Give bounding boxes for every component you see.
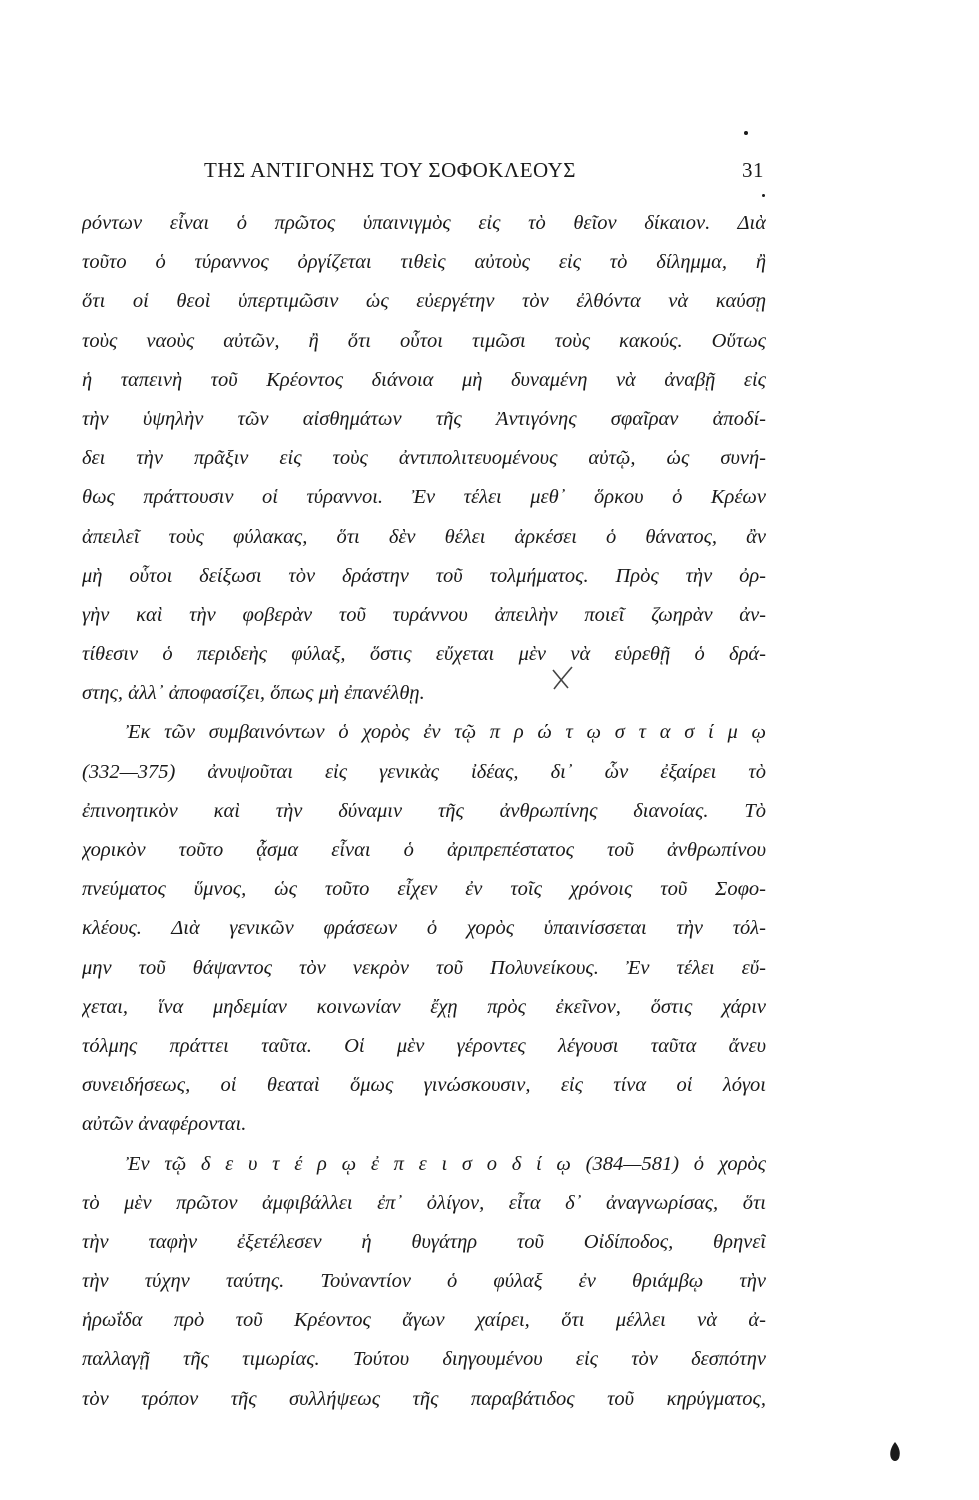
text-line: χορικὸν τοῦτο ᾆσμα εἶναι ὁ ἀριπρεπέστατος τοῦ ἀνθρωπίνου bbox=[82, 839, 766, 861]
text-line-paragraph-start: Ἐκ τῶν συμβαινόντων ὁ χορὸς ἐν τῷ π ρ ώ τ ῳ σ τ α σ ί μ ῳ bbox=[126, 721, 766, 744]
text-line: τὸ μὲν πρῶτον ἀμφιβάλλει ἐπ᾽ ὀλίγον, εἶτα δ᾽ ἀναγνωρίσας, ὅτι bbox=[82, 1191, 766, 1214]
text-line: αὐτῶν ἀναφέρονται. bbox=[82, 1113, 247, 1136]
body-text bbox=[82, 204, 766, 1419]
ink-blot-icon bbox=[888, 1441, 902, 1463]
text-line: τὴν ταφὴν ἐξετέλεσεν ἡ θυγάτηρ τοῦ Οἰδίποδος, θρηνεῖ bbox=[82, 1230, 766, 1253]
text-line-paragraph-start: Ἐν τῷ δ ε υ τ έ ρ ῳ ἐ π ε ι σ ο δ ί ῳ (384—581) ὁ χορὸς bbox=[126, 1152, 766, 1175]
ink-speck bbox=[744, 131, 748, 135]
text-line: χεται, ἵνα μηδεμίαν κοινωνίαν ἔχῃ πρὸς ἐκεῖνον, ὅστις χάριν bbox=[82, 995, 766, 1018]
text-line: συνειδήσεως, οἱ θεαταὶ ὅμως γινώσκουσιν, εἰς τίνα οἱ λόγοι bbox=[82, 1074, 766, 1097]
ink-speck bbox=[762, 194, 765, 197]
text-line: ὅτι οἱ θεοὶ ὑπερτιμῶσιν ὡς εὐεργέτην τὸν ἐλθόντα νὰ καύσῃ bbox=[82, 290, 766, 313]
text-line: παλλαγῇ τῆς τιμωρίας. Τούτου διηγουμένου εἰς τὸν δεσπότην bbox=[82, 1348, 766, 1371]
text-line: τόλμης πράττει ταῦτα. Οἱ μὲν γέροντες λέγουσι ταῦτα ἄνευ bbox=[82, 1034, 766, 1057]
text-line: ἡ ταπεινὴ τοῦ Κρέοντος διάνοια μὴ δυναμένη νὰ ἀναβῇ εἰς bbox=[82, 368, 766, 391]
text-line: θως πράττουσιν οἱ τύραννοι. Ἐν τέλει μεθ᾽ ὅρκου ὁ Κρέων bbox=[82, 486, 766, 509]
text-line: δει τὴν πρᾶξιν εἰς τοὺς ἀντιπολιτευομένους αὐτῷ, ὡς συνή- bbox=[82, 447, 766, 470]
text-line: ἀπειλεῖ τοὺς φύλακας, ὅτι δὲν θέλει ἀρκέσει ὁ θάνατος, ἂν bbox=[82, 525, 766, 548]
page-number: 31 bbox=[742, 158, 764, 182]
text-line: ρόντων εἶναι ὁ πρῶτος ὑπαινιγμὸς εἰς τὸ θεῖον δίκαιον. Διὰ bbox=[82, 212, 766, 234]
text-line: μην τοῦ θάψαντος τὸν νεκρὸν τοῦ Πολυνείκους. Ἐν τέλει εὔ- bbox=[82, 956, 766, 979]
handwritten-cross-mark-icon bbox=[548, 664, 576, 692]
text-line: στης, ἀλλ᾽ ἀποφασίζει, ὅπως μὴ ἐπανέλθῃ. bbox=[82, 682, 425, 705]
running-header bbox=[204, 158, 764, 192]
text-line: τὴν ὑψηλὴν τῶν αἰσθημάτων τῆς Ἀντιγόνης σφαῖραν ἀποδί- bbox=[82, 407, 766, 430]
text-line: τὴν τύχην ταύτης. Τοὐναντίον ὁ φύλαξ ἐν θριάμβῳ τὴν bbox=[82, 1270, 766, 1293]
text-line: πνεύματος ὕμνος, ὡς τοῦτο εἶχεν ἐν τοῖς χρόνοις τοῦ Σοφο- bbox=[82, 878, 766, 901]
text-line: τοῦτο ὁ τύραννος ὀργίζεται τιθεὶς αὐτοὺς εἰς τὸ δίλημμα, ἢ bbox=[82, 251, 766, 274]
text-line: γὴν καὶ τὴν φοβερὰν τοῦ τυράννου ἀπειλὴν ποιεῖ ζωηρὰν ἀν- bbox=[82, 603, 766, 626]
text-line: κλέους. Διὰ γενικῶν φράσεων ὁ χορὸς ὑπαινίσσεται τὴν τόλ- bbox=[82, 917, 766, 940]
text-line: τὸν τρόπον τῆς συλλήψεως τῆς παραβάτιδος τοῦ κηρύγματος, bbox=[82, 1387, 766, 1410]
text-line: τοὺς ναοὺς αὐτῶν, ἢ ὅτι οὗτοι τιμῶσι τοὺς κακούς. Οὕτως bbox=[82, 329, 766, 352]
text-line: ἡρωΐδα πρὸ τοῦ Κρέοντος ἄγων χαίρει, ὅτι μέλλει νὰ ἀ- bbox=[82, 1309, 766, 1332]
text-line: (332—375) ἀνυψοῦται εἰς γενικὰς ἰδέας, δι᾽ ὧν ἐξαίρει τὸ bbox=[82, 760, 766, 783]
text-line: τίθεσιν ὁ περιδεὴς φύλαξ, ὅστις εὔχεται μὲν νὰ εὑρεθῇ ὁ δρά- bbox=[82, 643, 766, 666]
running-header-title: ΤΗΣ ΑΝΤΙΓΟΝΗΣ ΤΟΥ ΣΟΦΟΚΛΕΟΥΣ bbox=[204, 158, 577, 182]
text-line: ἐπινοητικὸν καὶ τὴν δύναμιν τῆς ἀνθρωπίνης διανοίας. Τὸ bbox=[82, 799, 766, 822]
text-line: μὴ οὗτοι δείξωσι τὸν δράστην τοῦ τολμήματος. Πρὸς τὴν ὀρ- bbox=[82, 564, 766, 587]
